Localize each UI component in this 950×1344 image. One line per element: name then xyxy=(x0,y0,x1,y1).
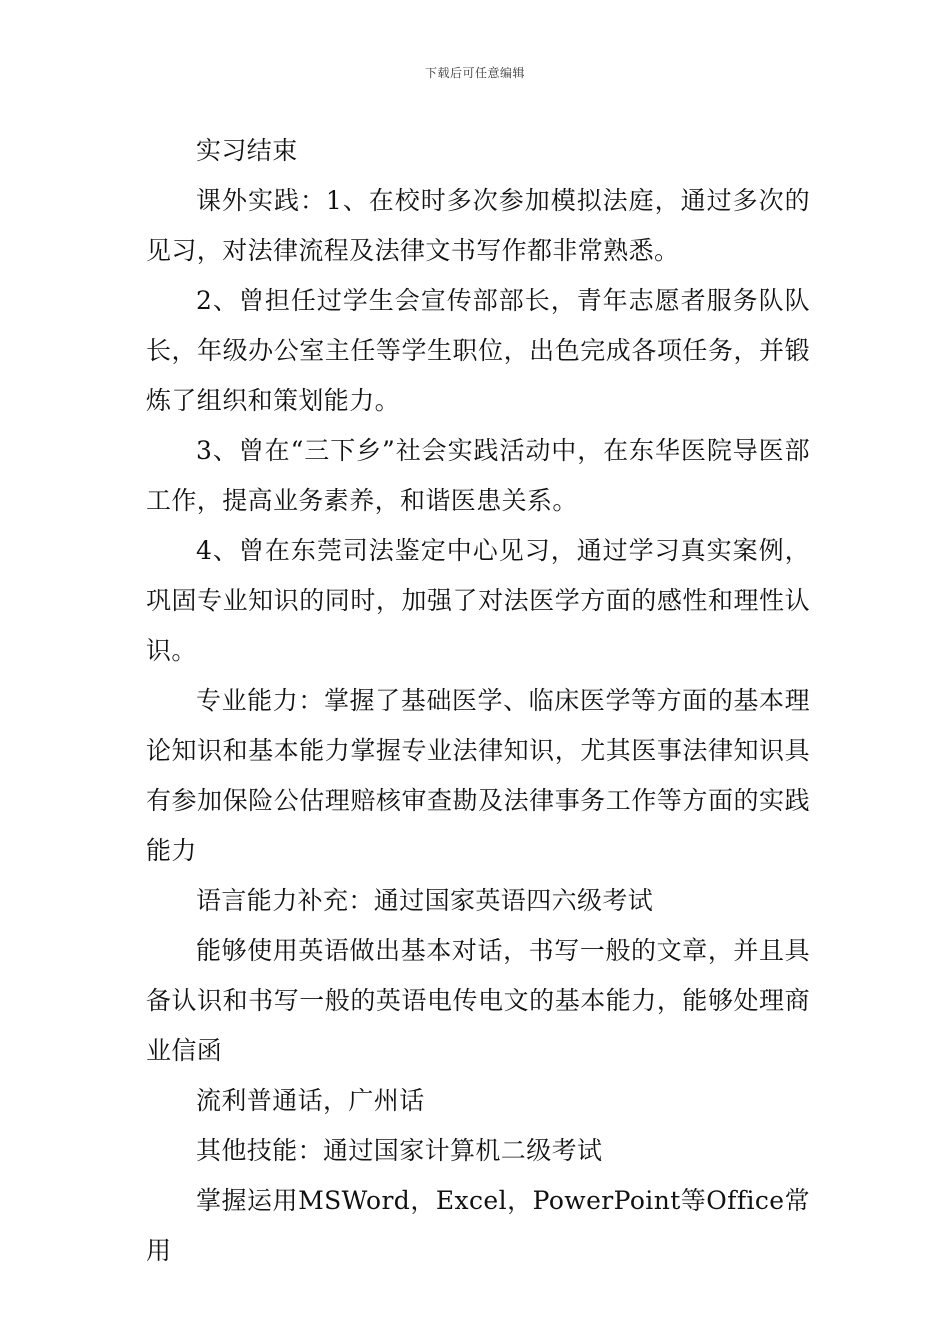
paragraph-professional-ability: 专业能力：掌握了基础医学、临床医学等方面的基本理论知识和基本能力掌握专业法律知识，尤其医事法律知识具有参加保险公估理赔核审查勘及法律事务工作等方面的实践能力 xyxy=(146,686,810,865)
document-body xyxy=(146,126,810,1276)
paragraph-english-skills: 能够使用英语做出基本对话，书写一般的文章，并且具备认识和书写一般的英语电传电文的基本能力，能够处理商业信函 xyxy=(146,936,810,1065)
paragraph-office-skills: 掌握运用MSWord，Excel，PowerPoint等Office常用 xyxy=(146,1186,810,1265)
paragraph-extracurricular-3: 3、曾在“三下乡”社会实践活动中，在东华医院导医部工作，提高业务素养，和谐医患关系。 xyxy=(146,436,810,515)
paragraph-other-skills: 其他技能：通过国家计算机二级考试 xyxy=(196,1136,603,1165)
page-header-note: 下载后可任意编辑 xyxy=(424,66,525,80)
paragraph-mandarin-cantonese: 流利普通话，广州话 xyxy=(196,1086,425,1115)
paragraph-language-ability: 语言能力补充：通过国家英语四六级考试 xyxy=(196,886,654,915)
paragraph-extracurricular-2: 2、曾担任过学生会宣传部部长，青年志愿者服务队队长，年级办公室主任等学生职位，出色完成各项任务，并锻炼了组织和策划能力。 xyxy=(146,286,810,415)
paragraph-internship-end: 实习结束 xyxy=(196,136,298,165)
paragraph-extracurricular-4: 4、曾在东莞司法鉴定中心见习，通过学习真实案例，巩固专业知识的同时，加强了对法医学方面的感性和理性认识。 xyxy=(146,536,810,665)
paragraph-extracurricular-1: 课外实践：1、在校时多次参加模拟法庭，通过多次的见习，对法律流程及法律文书写作都非常熟悉。 xyxy=(146,186,810,265)
